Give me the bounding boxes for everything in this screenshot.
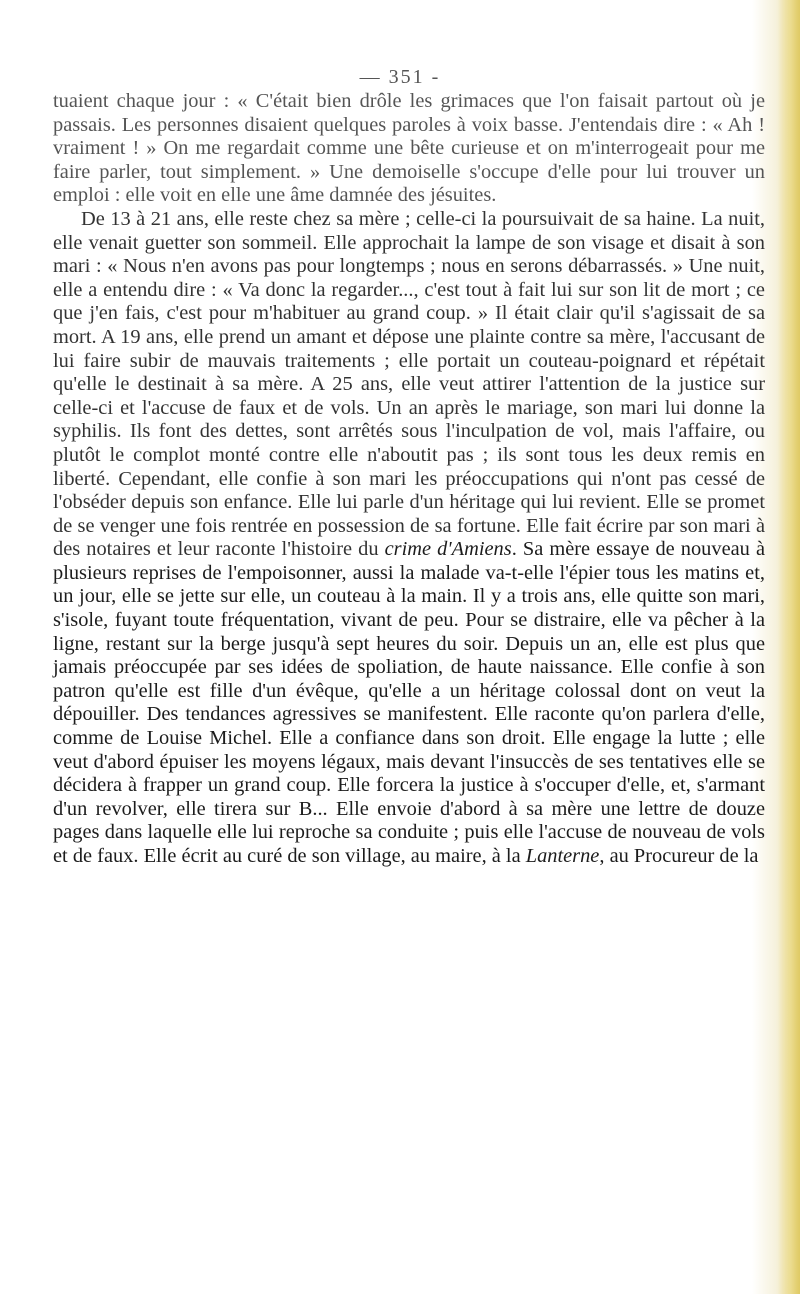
paragraph-1-text: tuaient chaque jour : « C'était bien drôle les grimaces que l'on faisait partout où je passais. Les personnes disaient quelques paroles à voix basse. J'entendais dire : « Ah ! vraiment ! » On me regardait comme une bête curieuse et on m'interrogeait pour me faire parler, tout simplement. » Une demoiselle s'occupe d'elle pour lui trouver un emploi : elle voit en elle une âme damnée des jésuites.	[53, 90, 765, 207]
page-edge-shading	[778, 0, 800, 1294]
italic-title-crime-d-amiens: crime d'Amiens	[384, 538, 512, 561]
body-text	[53, 90, 765, 869]
paragraph-1	[53, 90, 765, 208]
paragraph-2-text: De 13 à 21 ans, elle reste chez sa mère ; celle-ci la poursuivait de sa haine. La nuit, elle venait guetter son sommeil. Elle approchait la lampe de son visage et disait à son mari : « Nous n'en avons pas pour longtemps ; nous en serons débarrassés. » Une nuit, elle a entendu dire : « Va donc la regarder..., c'est tout à fait lui sur son lit de mort ; ce que j'en fais, c'est pour m'habituer au grand coup. » Il était clair qu'il s'agissait de sa mort. A 19 ans, elle prend un amant et dépose une plainte contre sa mère, l'accusant de lui faire subir de mauvais traitements ; elle portait un couteau-poignard et répétait qu'elle le destinait à sa mère. A 25 ans, elle veut attirer l'attention de la justice sur celle-ci et l'accuse de faux et de vols. Un an après le mariage, son mari lui donne la syphilis. Ils font des dettes, sont arrêtés sous l'inculpation de vol, mais l'affaire, ou plutôt le complot monté contre elle n'aboutit pas ; ils sont tous les deux remis en liberté. Cependant, elle confie à son mari les préoccupations qui n'ont pas cessé de l'obséder depuis son enfance. Elle lui parle d'un héritage qui lui revient. Elle se promet de se venger une fois rentrée en possession de sa fortune. Elle fait écrire par son mari à des notaires et leur raconte l'histoire du	[53, 207, 765, 561]
italic-title-lanterne: Lanterne	[525, 845, 600, 867]
paragraph-2	[53, 208, 765, 869]
page-number: — 351 -	[359, 66, 441, 88]
paragraph-2-text-continued: . Sa mère essaye de nouveau à plusieurs reprises de l'empoisonner, aussi la malade va-t-elle l'épier tous les matins et, un jour, elle se jette sur elle, un couteau à la main. Il y a trois ans, elle quitte son mari, s'isole, fuyant toute fréquentation, vivant de peu. Pour se distraire, elle va pêcher à la ligne, restant sur la berge jusqu'à sept heures du soir. Depuis un an, elle est plus que jamais préoccupée par ses idées de spoliation, de haute naissance. Elle confie à son patron qu'elle est fille d'un évêque, qu'elle a un héritage colossal dont on veut la dépouiller. Des tendances agressives se manifestent. Elle raconte qu'on parlera d'elle, comme de Louise Michel. Elle a confiance dans son droit. Elle engage la lutte ; elle veut d'abord épuiser les moyens légaux, mais devant l'insuccès de ses tentatives elle se décidera à frapper un grand coup. Elle forcera la justice à s'occuper d'elle, et, s'armant d'un revolver, elle tirera sur B... Elle envoie d'abord à sa mère une lettre de douze pages dans laquelle elle lui reproche sa conduite ; puis elle l'accuse de nouveau de vols et de faux. Elle écrit au curé de son village, au maire, à la	[53, 538, 765, 867]
paragraph-2-text-end: , au Procureur de la	[599, 845, 759, 867]
